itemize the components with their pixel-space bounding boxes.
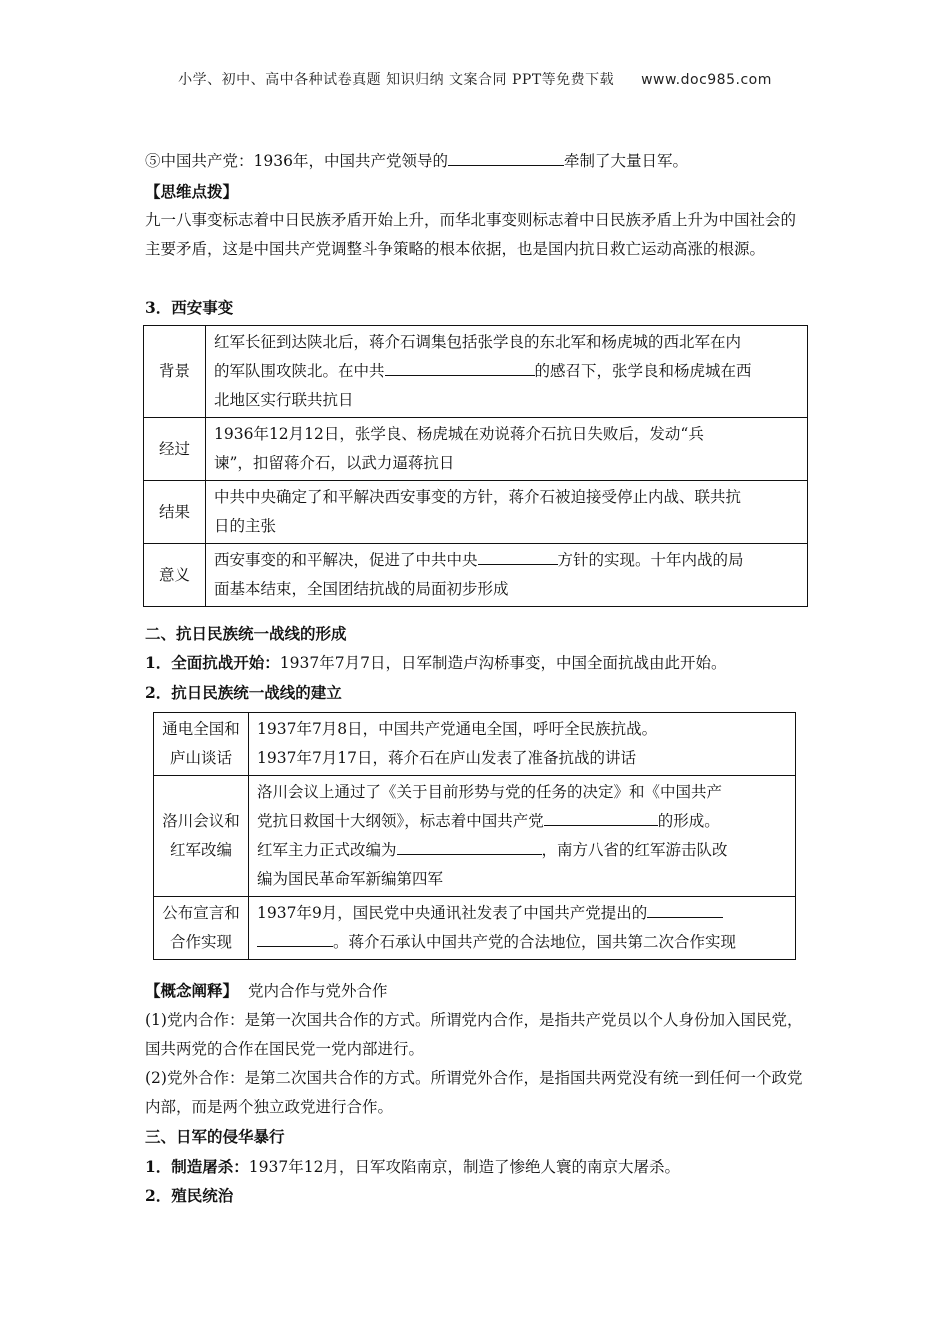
section3-item2: 2．殖民统治	[145, 1186, 234, 1205]
header-url[interactable]: www.doc985.com	[641, 72, 772, 88]
row-content	[249, 897, 796, 960]
label-line: 庐山谈话	[169, 749, 232, 767]
cell-text: 西安事变的和平解决，促进了中共中央	[214, 551, 478, 569]
item-text: 1937年12月，日军攻陷南京，制造了惨绝人寰的南京大屠杀。	[248, 1158, 680, 1176]
united-front-table	[153, 712, 796, 960]
header-text: 小学、初中、高中各种试卷真题 知识归纳 文案合同 PPT等免费下载	[178, 72, 615, 88]
label-line: 红军改编	[169, 841, 232, 859]
item-text: 1937年7月7日，日军制造卢沟桥事变，中国全面抗战由此开始。	[279, 654, 727, 672]
section2-item2: 2．抗日民族统一战线的建立	[145, 683, 342, 702]
cell-line	[257, 928, 787, 957]
table-row	[144, 418, 808, 481]
gainian-p2: (2)党外合作：是第二次国共合作的方式。所谓党外合作，是指国共两党没有统一到任何一个政党内部，而是两个独立政党进行合作。	[145, 1069, 803, 1116]
row-content	[249, 776, 796, 897]
table-row	[154, 897, 796, 960]
label-line: 公布宣言和	[162, 904, 240, 922]
row-label: 意义	[144, 544, 206, 607]
cell-line: 谏”，扣留蒋介石，以武力逼蒋抗日	[214, 454, 455, 472]
cell-line: 中共中央确定了和平解决西安事变的方针，蒋介石被迫接受停止内战、联共抗	[214, 488, 742, 506]
cell-line: 面基本结束，全国团结抗战的局面初步形成	[214, 580, 509, 598]
label-line: 洛川会议和	[162, 812, 240, 830]
cell-line: 1937年7月8日，中国共产党通电全国，呼吁全民族抗战。	[257, 720, 658, 738]
cell-text: ，南方八省的红军游击队改	[541, 841, 728, 859]
gainian-heading: 【概念阐释】	[145, 981, 239, 1000]
cell-text: 的感召下，张学良和杨虎城在西	[534, 362, 752, 380]
cell-line: 1937年7月17日，蒋介石在庐山发表了准备抗战的讲话	[257, 749, 637, 767]
cell-text: 的军队围攻陕北。在中共	[214, 362, 385, 380]
gainian-heading-line	[145, 976, 810, 1006]
fill-blank[interactable]	[478, 548, 558, 565]
cell-line: 洛川会议上通过了《关于目前形势与党的任务的决定》和《中国共产	[257, 783, 723, 801]
gainian-title: 党内合作与党外合作	[248, 982, 388, 1000]
row-label	[154, 713, 249, 776]
cell-text: 的形成。	[657, 812, 720, 830]
cell-line: 红军长征到达陕北后，蒋介石调集包括张学良的东北军和杨虎城的西北军在内	[214, 333, 742, 351]
page-header	[0, 69, 950, 89]
cell-line: 编为国民革命军新编第四军	[257, 870, 444, 888]
fill-blank[interactable]	[448, 149, 564, 166]
row-content	[206, 481, 808, 544]
section3-item1	[145, 1152, 810, 1182]
cell-text: 1937年9月，国民党中央通讯社发表了中国共产党提出的	[257, 904, 648, 922]
cell-text: 党抗日救国十大纲领》，标志着中国共产党	[257, 812, 544, 830]
row-label	[154, 776, 249, 897]
table-row	[144, 481, 808, 544]
row-label: 结果	[144, 481, 206, 544]
cell-line: 1936年12月12日，张学良、杨虎城在劝说蒋介石抗日失败后，发动“兵	[214, 425, 704, 443]
cell-text: 。蒋介石承认中国共产党的合法地位，国共第二次合作实现	[333, 933, 737, 951]
fill-blank[interactable]	[257, 930, 333, 947]
cell-line	[257, 807, 787, 836]
row-content	[206, 544, 808, 607]
cell-line: 北地区实行联共抗日	[214, 391, 354, 409]
table-row	[154, 713, 796, 776]
section3-heading: 三、日军的侵华暴行	[145, 1127, 285, 1146]
label-line: 通电全国和	[162, 720, 240, 738]
item-label: 1．制造屠杀：	[145, 1157, 249, 1176]
row-label	[154, 897, 249, 960]
item5-text-after: 牵制了大量日军。	[563, 152, 688, 170]
cell-line	[214, 357, 799, 386]
item-label: 1．全面抗战开始：	[145, 653, 280, 672]
row-content	[206, 326, 808, 418]
fill-blank[interactable]	[385, 359, 535, 376]
cell-text: 红军主力正式改编为	[257, 841, 397, 859]
item5-text-before: ⑤中国共产党：1936年，中国共产党领导的	[145, 152, 448, 170]
siwei-heading: 【思维点拨】	[145, 182, 239, 201]
xian-heading: 3．西安事变	[145, 298, 234, 317]
fill-blank[interactable]	[647, 901, 723, 918]
table-row	[144, 326, 808, 418]
table-row	[154, 776, 796, 897]
cell-line: 日的主张	[214, 517, 277, 535]
table-row	[144, 544, 808, 607]
cell-text: 方针的实现。十年内战的局	[557, 551, 744, 569]
siwei-body: 九一八事变标志着中日民族矛盾开始上升，而华北事变则标志着中日民族矛盾上升为中国社会的主要矛盾，这是中国共产党调整斗争策略的根本依据，也是国内抗日救亡运动高涨的根源。	[145, 211, 797, 258]
section2-item1	[145, 648, 810, 678]
cell-line	[214, 546, 799, 575]
row-label: 经过	[144, 418, 206, 481]
fill-blank[interactable]	[544, 809, 658, 826]
fill-blank[interactable]	[397, 838, 542, 855]
label-line: 合作实现	[169, 933, 232, 951]
cell-line	[257, 836, 787, 865]
cell-line	[257, 899, 787, 928]
row-label: 背景	[144, 326, 206, 418]
row-content	[206, 418, 808, 481]
row-content	[249, 713, 796, 776]
gainian-p1: (1)党内合作：是第一次国共合作的方式。所谓党内合作，是指共产党员以个人身份加入国民党，国共两党的合作在国民党一党内部进行。	[145, 1011, 803, 1058]
section2-heading: 二、抗日民族统一战线的形成	[145, 624, 347, 643]
item5-line	[145, 147, 810, 176]
xian-table	[143, 325, 808, 607]
